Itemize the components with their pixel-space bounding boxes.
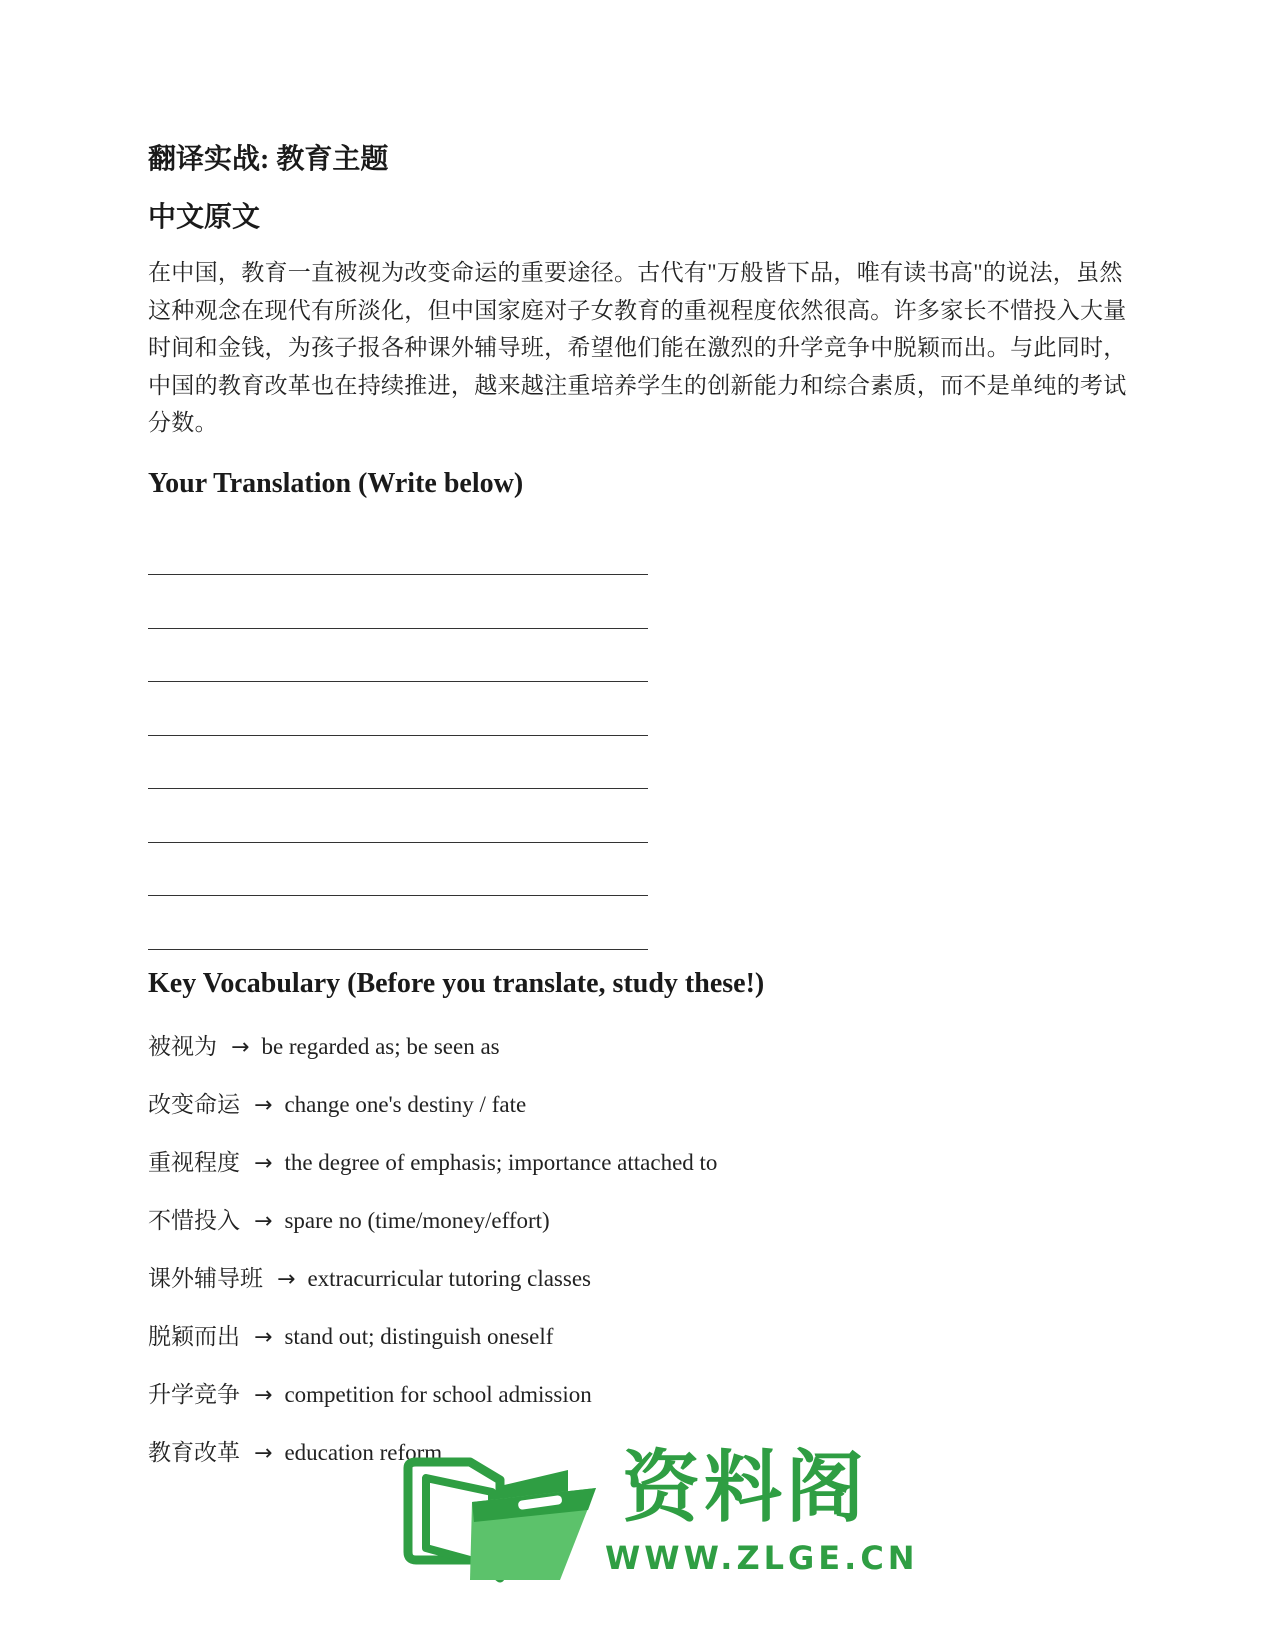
vocab-meaning: competition for school admission [284,1381,592,1407]
vocab-item [148,1018,1128,1076]
vocab-meaning: the degree of emphasis; importance attached to [284,1149,718,1175]
watermark-url: WWW.ZLGE.CN [605,1539,919,1577]
vocab-heading: Key Vocabulary (Before you translate, study these!) [148,967,765,999]
arrow-right-icon: → [231,1034,250,1060]
vocab-list [148,1018,1128,1482]
open-book-folder-icon [400,1440,600,1590]
document-title: 翻译实战: 教育主题 [148,144,389,175]
arrow-right-icon: → [254,1382,273,1408]
watermark-name: 资料阁 [622,1443,869,1533]
vocab-item [148,1366,1128,1424]
document-page [148,140,1128,1482]
vocab-term: 课外辅导班 [148,1265,263,1291]
arrow-right-icon: → [254,1208,273,1234]
write-line-3[interactable] [148,629,648,683]
watermark-logo [400,1440,919,1590]
arrow-right-icon: → [254,1092,273,1118]
vocab-meaning: be regarded as; be seen as [261,1033,500,1059]
write-line-7[interactable] [148,843,648,897]
write-line-4[interactable] [148,682,648,736]
translation-heading: Your Translation (Write below) [148,467,524,499]
vocab-item [148,1076,1128,1134]
source-heading: 中文原文 [148,202,261,233]
vocab-meaning: change one's destiny / fate [284,1091,527,1117]
vocab-item [148,1250,1128,1308]
vocab-meaning: education reform [284,1439,443,1465]
write-line-8[interactable] [148,896,648,950]
vocab-term: 不惜投入 [148,1207,240,1233]
vocab-term: 被视为 [148,1033,217,1059]
translation-write-area[interactable] [148,522,1128,950]
arrow-right-icon: → [254,1440,273,1466]
vocab-item [148,1192,1128,1250]
vocab-term: 教育改革 [148,1439,240,1465]
vocab-item [148,1308,1128,1366]
write-line-2[interactable] [148,575,648,629]
arrow-right-icon: → [277,1266,296,1292]
vocab-item [148,1134,1128,1192]
arrow-right-icon: → [254,1150,273,1176]
write-line-1[interactable] [148,522,648,576]
source-text: 在中国，教育一直被视为改变命运的重要途径。古代有"万般皆下品，唯有读书高"的说法，虽然这种观念在现代有所淡化，但中国家庭对子女教育的重视程度依然很高。许多家长不惜投入大量时间和金钱，为孩子报各种课外辅导班，希望他们能在激烈的升学竞争中脱颖而出。与此同时，中国的教育改革也在持续推进，越来越注重培养学生的创新能力和综合素质，而不是单纯的考试分数。 [148,260,1127,435]
vocab-term: 改变命运 [148,1091,240,1117]
vocab-term: 重视程度 [148,1149,240,1175]
write-line-6[interactable] [148,789,648,843]
vocab-term: 脱颖而出 [148,1323,240,1349]
arrow-right-icon: → [254,1324,273,1350]
vocab-meaning: spare no (time/money/effort) [284,1207,550,1233]
vocab-term: 升学竞争 [148,1381,240,1407]
vocab-meaning: extracurricular tutoring classes [307,1265,591,1291]
vocab-meaning: stand out; distinguish oneself [284,1323,554,1349]
write-line-5[interactable] [148,736,648,790]
